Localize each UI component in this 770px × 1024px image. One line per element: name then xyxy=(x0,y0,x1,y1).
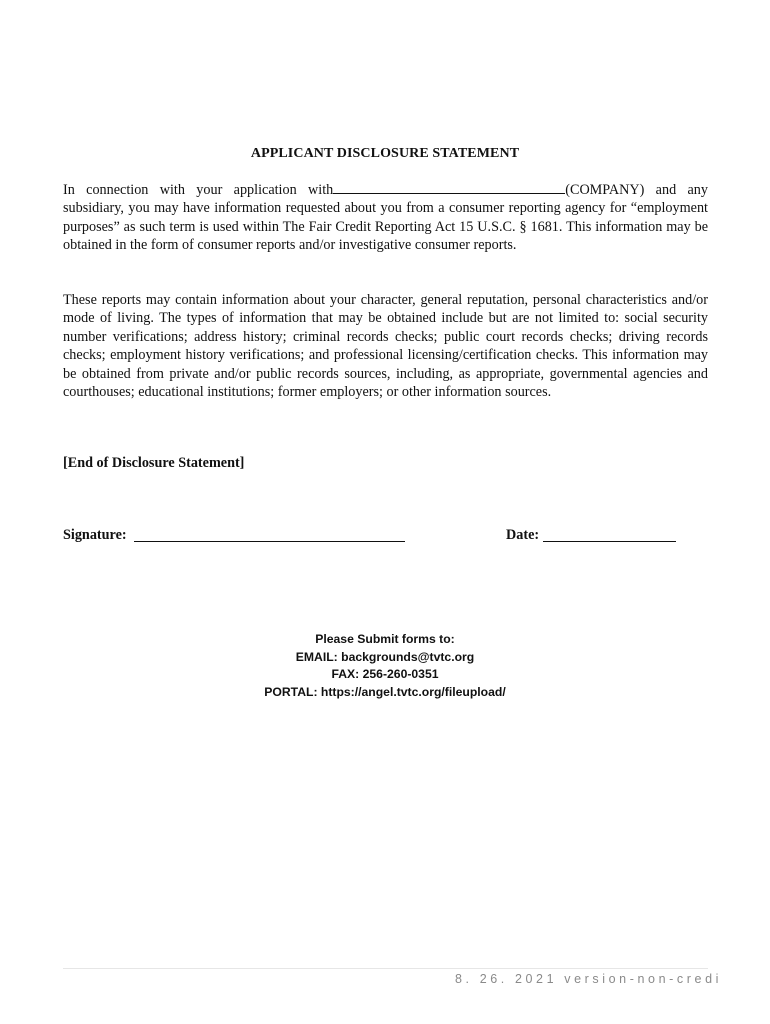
submit-instructions xyxy=(0,631,770,701)
signature-line[interactable] xyxy=(134,541,405,542)
signature-label: Signature: xyxy=(63,527,127,543)
submit-fax: FAX: 256-260-0351 xyxy=(331,667,439,682)
date-label: Date: xyxy=(506,527,540,543)
end-statement: [End of Disclosure Statement] xyxy=(63,455,245,471)
submit-portal: PORTAL: https://angel.tvtc.org/fileupload/ xyxy=(264,684,506,699)
submit-heading: Please Submit forms to: xyxy=(315,632,455,646)
intro-paragraph xyxy=(63,181,708,255)
company-blank-field[interactable] xyxy=(333,181,565,194)
intro-text-start: In connection with your application with xyxy=(63,182,334,198)
document-title: APPLICANT DISCLOSURE STATEMENT xyxy=(250,146,520,161)
footer-divider xyxy=(63,968,708,969)
footer-version: 8. 26. 2021 version-non-credi xyxy=(455,972,722,986)
submit-email: EMAIL: backgrounds@tvtc.org xyxy=(295,649,475,664)
date-line[interactable] xyxy=(543,541,676,542)
intro-text-rest: (COMPANY) and any subsidiary, you may have information requested about you from a consumer reporting agency for “employment purposes” as such term is used within The Fair Credit Reporting Act 15 U.S.C. § 1681. This information may be obtained in the form of consumer reports and/or investigative consumer reports. xyxy=(63,182,708,254)
reports-paragraph: These reports may contain information about your character, general reputation, personal characteristics and/or mode of living. The types of information that may be obtained include but are not limited to: social security number verifications; address history; criminal records checks; public court records checks; driving records checks; employment history verifications; and professional licensing/certification checks. This information may be obtained from private and/or public records sources, including, as appropriate, governmental agencies and courthouses; educational institutions; former employers; or other information sources. xyxy=(63,292,708,401)
